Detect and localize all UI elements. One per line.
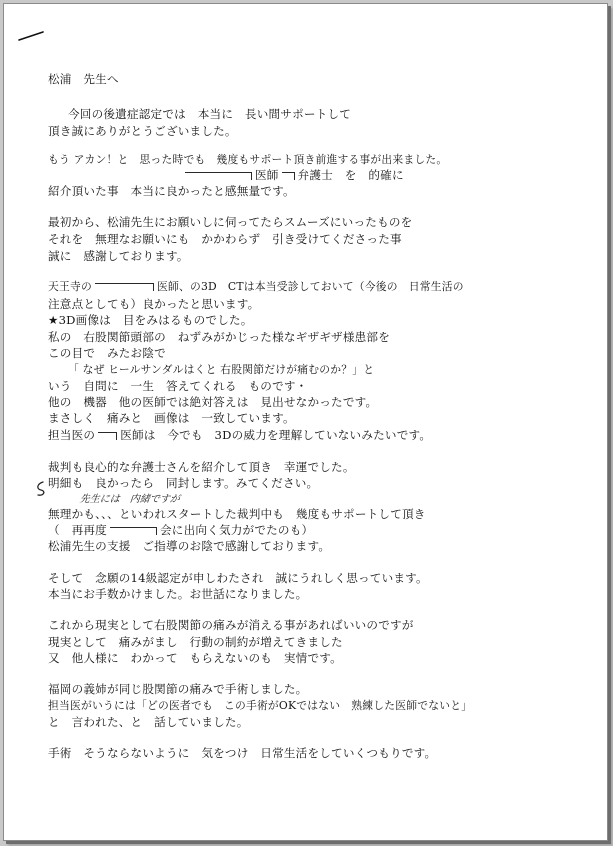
text-line: これから現実として右股関節の痛みが消える事があればいいのですが	[48, 618, 414, 632]
text-line: 又 他人様に わかって もらえないのも 実情です。	[48, 651, 342, 665]
redaction-gap	[185, 172, 252, 180]
text-line: 無理かも、、、といわれスタートした裁判中も 幾度もサポートして頂き	[48, 507, 426, 521]
letter-body	[4, 4, 607, 840]
text-line	[48, 428, 431, 442]
redaction-gap	[110, 527, 157, 535]
salutation: 松浦 先生へ	[48, 72, 119, 86]
text-fragment: 弁護士 を 的確に	[297, 168, 404, 182]
text-fragment: 天王寺の	[48, 280, 92, 293]
text-line: と 言われた、と 話していました。	[48, 715, 249, 729]
text-line: 裁判も良心的な弁護士さんを紹介して頂き 幸運でした。	[48, 460, 355, 474]
text-line: 担当医がいうには「どの医者でも この手術がOKではない 熟練した医師でないと」	[48, 699, 473, 712]
text-line: 他の 機器 他の医師では絶対答えは 見出せなかったです。	[48, 395, 378, 409]
text-line: それを 無理なお願いにも かかわらず 引き受けてくださった事	[48, 232, 402, 246]
text-line: いう 自問に 一生 答えてくれる ものです・	[48, 379, 308, 393]
text-fragment: 医師、の3D CTは本当受診しておいて（今後の 日常生活の	[157, 280, 464, 293]
text-line: 誠に 感謝しております。	[48, 249, 189, 263]
text-line	[48, 280, 464, 294]
text-line: 福岡の義姉が同じ股関節の痛みで手術しました。	[48, 682, 308, 696]
handwritten-note: 先生には 内緒ですが	[79, 494, 181, 505]
redaction-gap	[282, 172, 295, 180]
text-line: 私の 右股関節頭部の ねずみがかじった様なギザギザ様患部を	[48, 330, 391, 344]
text-line: もう アカン！と 思った時でも 幾度もサポート頂き前進する事が出来ました。	[48, 153, 448, 166]
document-page	[3, 3, 608, 841]
text-line: 現実として 痛みがまし 行動の制約が増えてきました	[48, 635, 343, 649]
text-line: ★3D画像は 目をみはるものでした。	[48, 313, 253, 327]
text-line	[182, 168, 404, 182]
text-line: まさしく 痛みと 画像は 一致しています。	[48, 411, 295, 425]
handwritten-insert-mark	[34, 480, 50, 498]
text-fragment: 担当医の	[48, 428, 96, 442]
text-line: そして 念願の14級認定が申しわたされ 誠にうれしく思っています。	[48, 571, 428, 585]
text-line: 紹介頂いた事 本当に良かったと感無量です。	[48, 184, 295, 198]
text-line: 手術 そうならないように 気をつけ 日常生活をしていくつもりです。	[48, 746, 437, 760]
text-fragment: 医師	[255, 168, 279, 182]
text-line: この目で みたお陰で	[48, 346, 166, 360]
text-fragment: （ 再再度	[48, 523, 107, 537]
text-line: 本当にお手数かけました。お世話になりました。	[48, 587, 308, 601]
text-line	[48, 523, 313, 537]
text-line: 「 なぜ ヒールサンダルはくと 右股関節だけが痛むのか？」と	[68, 363, 375, 376]
text-line: 明細も 良かったら 同封します。みてください。	[48, 476, 319, 490]
text-fragment: 会に出向く気力がでたのも）	[159, 523, 314, 537]
text-line: 注意点としても）良かったと思います。	[48, 297, 260, 311]
text-fragment: 医師は 今でも 3Dの威力を理解していないみたいです。	[120, 428, 432, 442]
redaction-gap	[95, 283, 154, 291]
redaction-gap	[98, 432, 117, 440]
text-line: 頂き誠にありがとうございました。	[48, 124, 237, 138]
text-line: 松浦先生の支援 ご指導のお陰で感謝しております。	[48, 539, 331, 553]
text-line: 最初から、松浦先生にお願いしに伺ってたらスムーズにいったものを	[48, 215, 413, 229]
text-line: 今回の後遺症認定では 本当に 長い間サポートして	[68, 107, 352, 121]
